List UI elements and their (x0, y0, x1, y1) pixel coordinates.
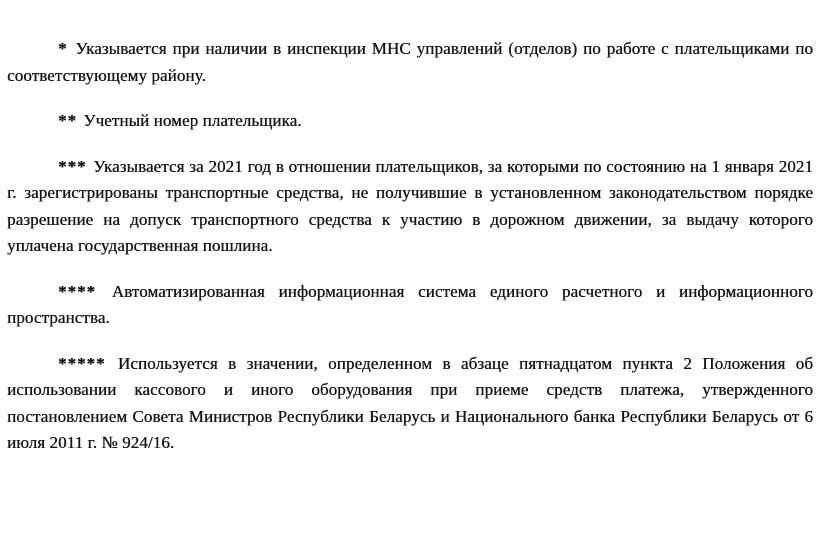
footnote-text: Указывается при наличии в инспекции МНС управлений (отделов) по работе с плательщиками по соответствующему району. (7, 39, 813, 85)
footnote-paragraph-5 (7, 351, 813, 457)
footnote-marker: **** (58, 281, 96, 301)
footnote-text: Автоматизированная информационная система единого расчетного и информационного пространства. (7, 281, 813, 327)
footnote-marker: ***** (58, 353, 106, 373)
footnote-text: Учетный номер плательщика. (83, 111, 302, 130)
footnote-marker: ** (58, 111, 77, 130)
footnote-paragraph-3 (7, 154, 813, 260)
footnote-text: Используется в значении, определенном в абзаце пятнадцатом пункта 2 Положения об использовании кассового и иного оборудования при приеме средств платежа, утвержденного постановлением Совета Министров Республики Беларусь и Национального банка Республики Беларусь от 6 июля 2011 г. № 924/16. (7, 353, 813, 452)
footnote-marker: *** (58, 156, 87, 176)
footnote-marker: * (58, 39, 68, 58)
footnote-paragraph-4 (7, 279, 813, 332)
footnote-paragraph-2 (7, 108, 813, 135)
footnote-paragraph-1 (7, 36, 813, 89)
footnote-text: Указывается за 2021 год в отношении плательщиков, за которыми по состоянию на 1 января 2021 г. зарегистрированы транспортные средства, не получившие в установленном законодательством порядке разрешение на допуск транспортного средства к участию в дорожном движении, за выдачу которого уплачена государственная пошлина. (7, 156, 813, 255)
